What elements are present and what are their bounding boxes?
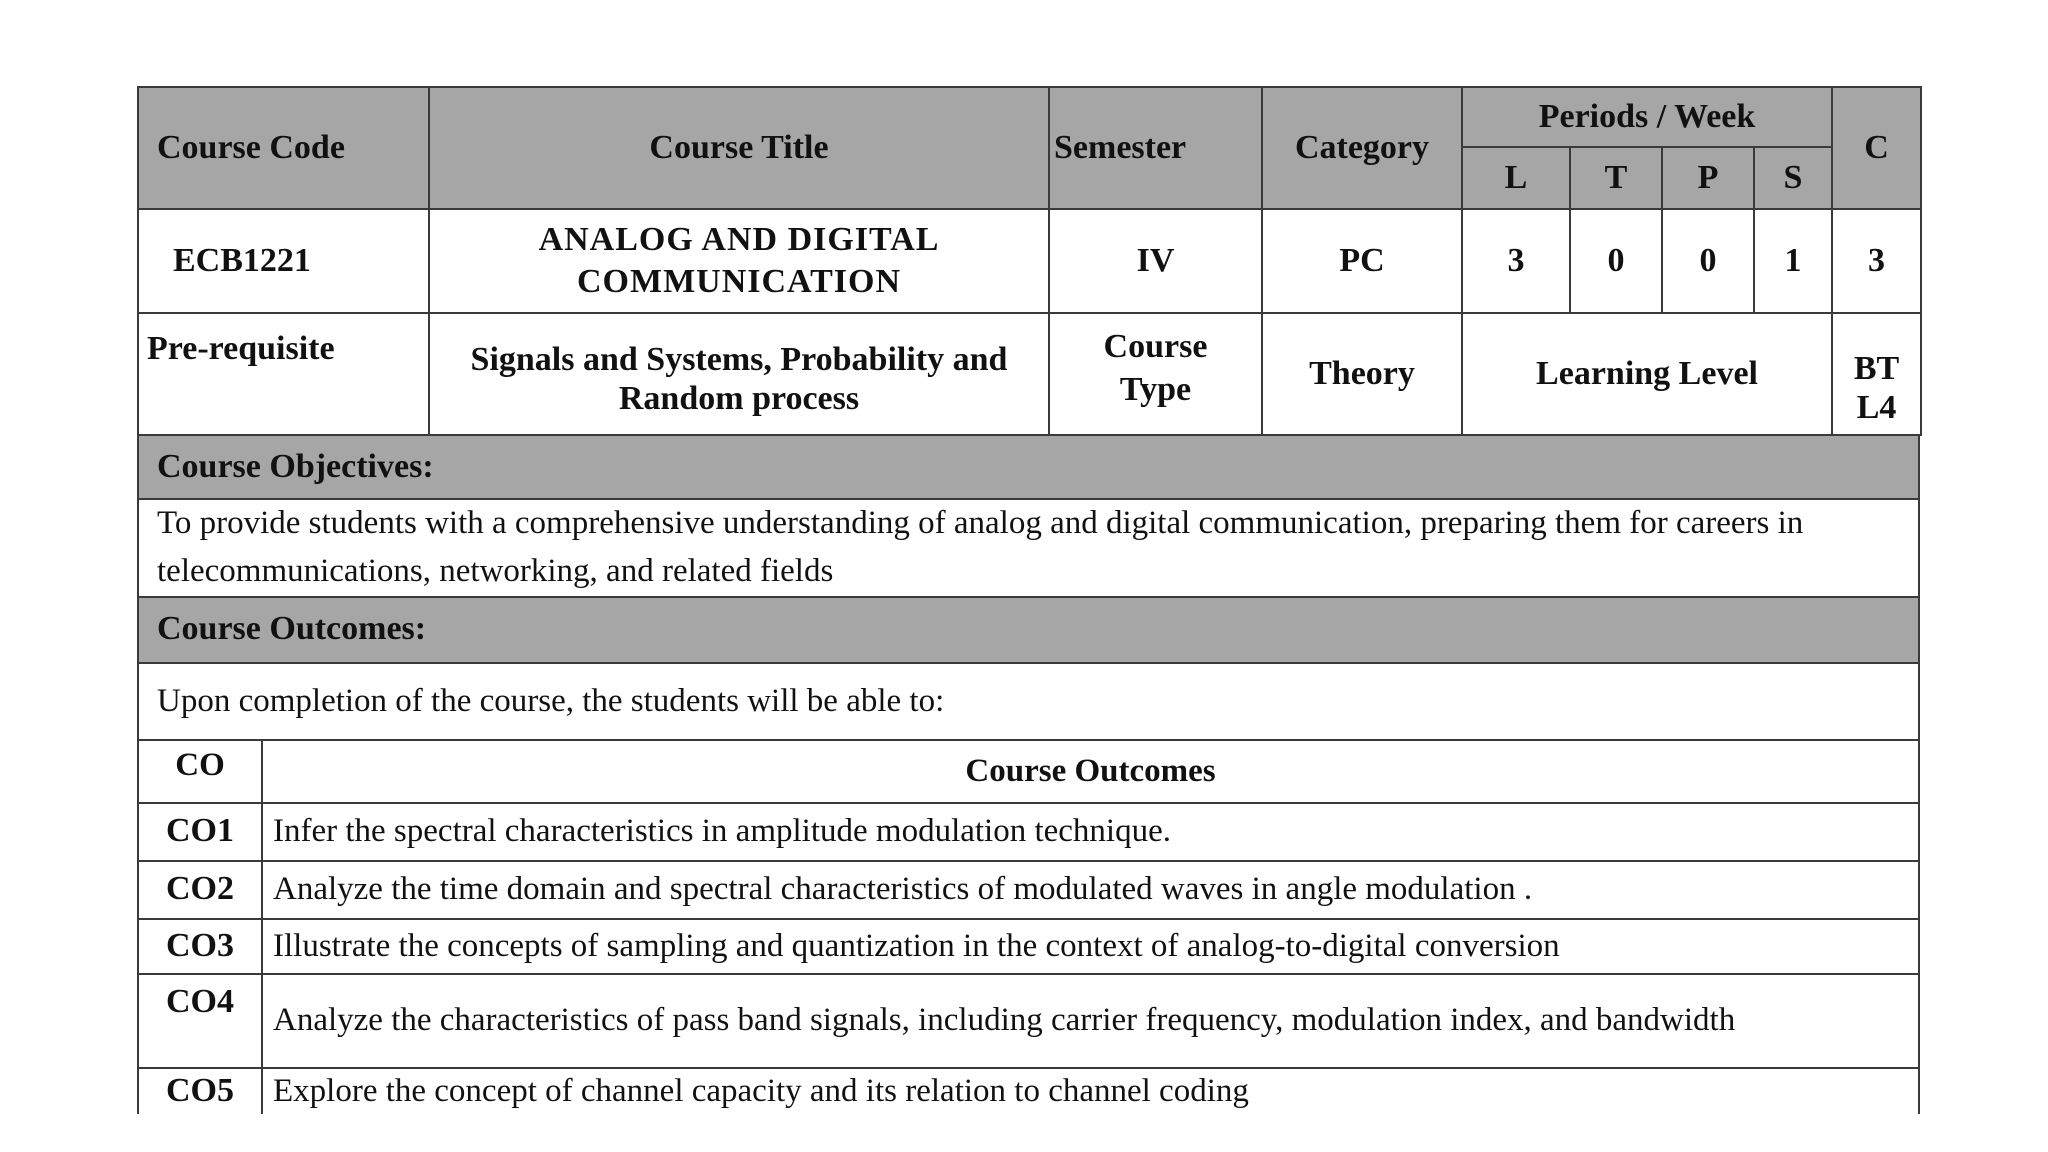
table-row — [138, 919, 1919, 974]
co-code: CO1 — [138, 803, 262, 861]
co-description: Analyze the time domain and spectral characteristics of modulated waves in angle modulation . — [262, 861, 1919, 919]
credits-value: 3 — [1832, 209, 1921, 313]
course-outcomes-heading: Course Outcomes: — [138, 597, 1919, 663]
prerequisite-label: Pre-requisite — [138, 313, 429, 435]
course-outcomes-intro: Upon completion of the course, the students will be able to: — [138, 663, 1919, 740]
course-info-table — [137, 86, 1922, 436]
outcomes-column-header: Course Outcomes — [262, 741, 1919, 803]
course-code: ECB1221 — [138, 209, 429, 313]
course-objectives-heading: Course Objectives: — [138, 436, 1919, 499]
semester-value: IV — [1049, 209, 1262, 313]
co-code: CO4 — [138, 974, 262, 1068]
lecture-header: L — [1462, 147, 1570, 209]
table-row — [138, 974, 1919, 1068]
table-row — [138, 1068, 1919, 1114]
co-description: Explore the concept of channel capacity and its relation to channel coding — [262, 1068, 1919, 1114]
learning-level-label: Learning Level — [1462, 313, 1832, 435]
learning-level-value: BT L4 — [1832, 313, 1921, 435]
co-description: Illustrate the concepts of sampling and quantization in the context of analog-to-digital conversion — [262, 919, 1919, 974]
co-column-header: CO — [138, 741, 262, 803]
table-row — [138, 861, 1919, 919]
co-code: CO2 — [138, 861, 262, 919]
self-study-value: 1 — [1754, 209, 1832, 313]
category-header: Category — [1262, 87, 1462, 209]
co-description: Analyze the characteristics of pass band signals, including carrier frequency, modulation index, and bandwidth — [262, 974, 1919, 1068]
course-outcomes-table — [137, 741, 1920, 1114]
co-code: CO3 — [138, 919, 262, 974]
co-description: Infer the spectral characteristics in amplitude modulation technique. — [262, 803, 1919, 861]
lecture-value: 3 — [1462, 209, 1570, 313]
table-row — [138, 803, 1919, 861]
course-type-label: Course Type — [1049, 313, 1262, 435]
prerequisite-value: Signals and Systems, Probability and Random process — [429, 313, 1049, 435]
tutorial-value: 0 — [1570, 209, 1662, 313]
periods-per-week-header: Periods / Week — [1462, 87, 1832, 147]
co-code: CO5 — [138, 1068, 262, 1114]
course-title: ANALOG AND DIGITAL COMMUNICATION — [429, 209, 1049, 313]
course-type-value: Theory — [1262, 313, 1462, 435]
objectives-table — [137, 436, 1920, 741]
practical-value: 0 — [1662, 209, 1754, 313]
practical-header: P — [1662, 147, 1754, 209]
course-title-header: Course Title — [429, 87, 1049, 209]
tutorial-header: T — [1570, 147, 1662, 209]
semester-header: Semester — [1049, 87, 1262, 209]
credits-header: C — [1832, 87, 1921, 209]
course-objectives-text: To provide students with a comprehensive understanding of analog and digital communication, preparing them for careers in telecommunications, networking, and related fields — [138, 499, 1919, 597]
self-study-header: S — [1754, 147, 1832, 209]
course-code-header: Course Code — [138, 87, 429, 209]
syllabus-sheet — [137, 86, 1920, 1114]
category-value: PC — [1262, 209, 1462, 313]
